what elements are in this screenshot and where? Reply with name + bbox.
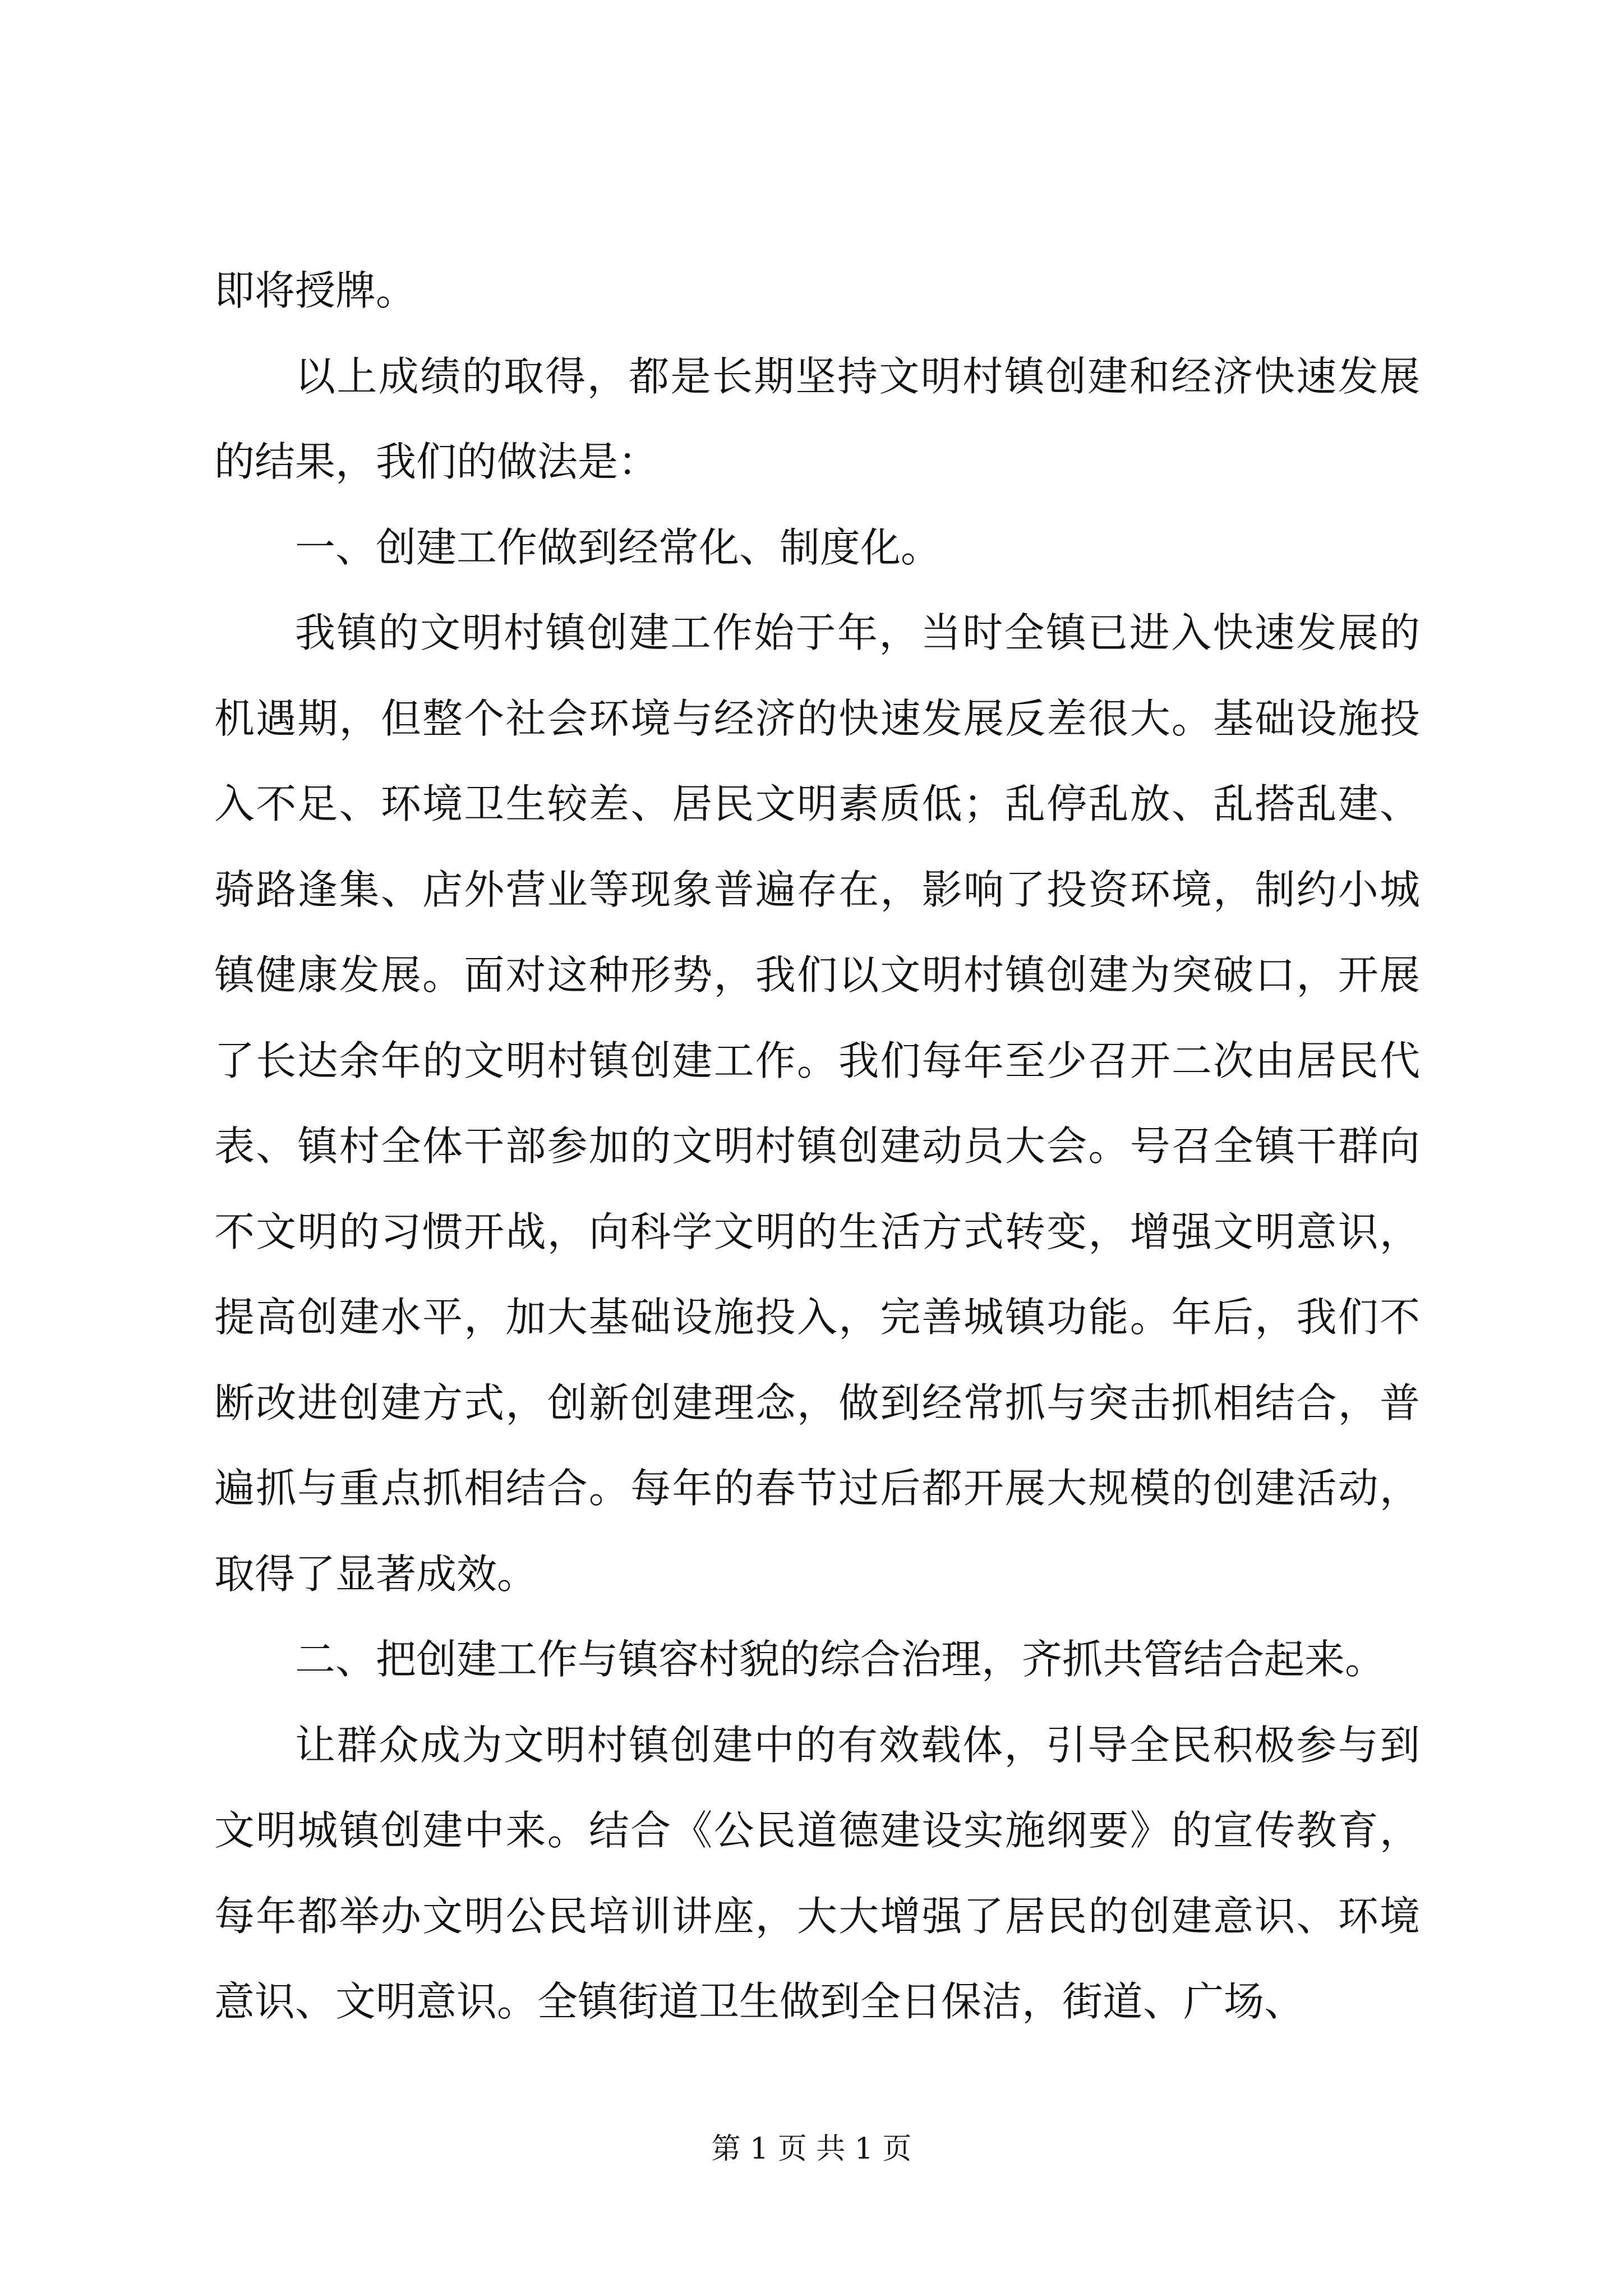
section-heading-1: 一、创建工作做到经常化、制度化。 [295,523,942,571]
paragraph-4: 让群众成为文明村镇创建中的有效载体，引导全民积极参与到文明城镇创建中来。结合《公民道德建设实施纲要》的宣传教育，每年都举办文明公民培训讲座，大大增强了居民的创建意识、环境意识、文明意识。全镇街道卫生做到全日保洁，街道、广场、 [214,1721,1420,2025]
page-number-footer: 第 1 页 共 1 页 [711,2132,912,2166]
document-body [214,248,1420,2045]
paragraph-2: 以上成绩的取得，都是长期坚持文明村镇创建和经济快速发展的结果，我们的做法是： [214,352,1420,485]
paragraph-1: 即将授牌。 [214,267,417,314]
paragraph-3: 我镇的文明村镇创建工作始于年，当时全镇已进入快速发展的机遇期，但整个社会环境与经济的快速发展反差很大。基础设施投入不足、环境卫生较差、居民文明素质低；乱停乱放、乱搭乱建、骑路逢集、店外营业等现象普遍存在，影响了投资环境，制约小城镇健康发展。面对这种形势，我们以文明村镇创建为突破口，开展了长达余年的文明村镇创建工作。我们每年至少召开二次由居民代表、镇村全体干部参加的文明村镇创建动员大会。号召全镇干群向不文明的习惯开战，向科学文明的生活方式转变，增强文明意识，提高创建水平，加大基础设施投入，完善城镇功能。年后，我们不断改进创建方式，创新创建理念，做到经常抓与突击抓相结合，普遍抓与重点抓相结合。每年的春节过后都开展大规模的创建活动，取得了显著成效。 [214,609,1420,1598]
section-heading-2: 二、把创建工作与镇容村貌的综合治理，齐抓共管结合起来。 [295,1636,1386,1683]
